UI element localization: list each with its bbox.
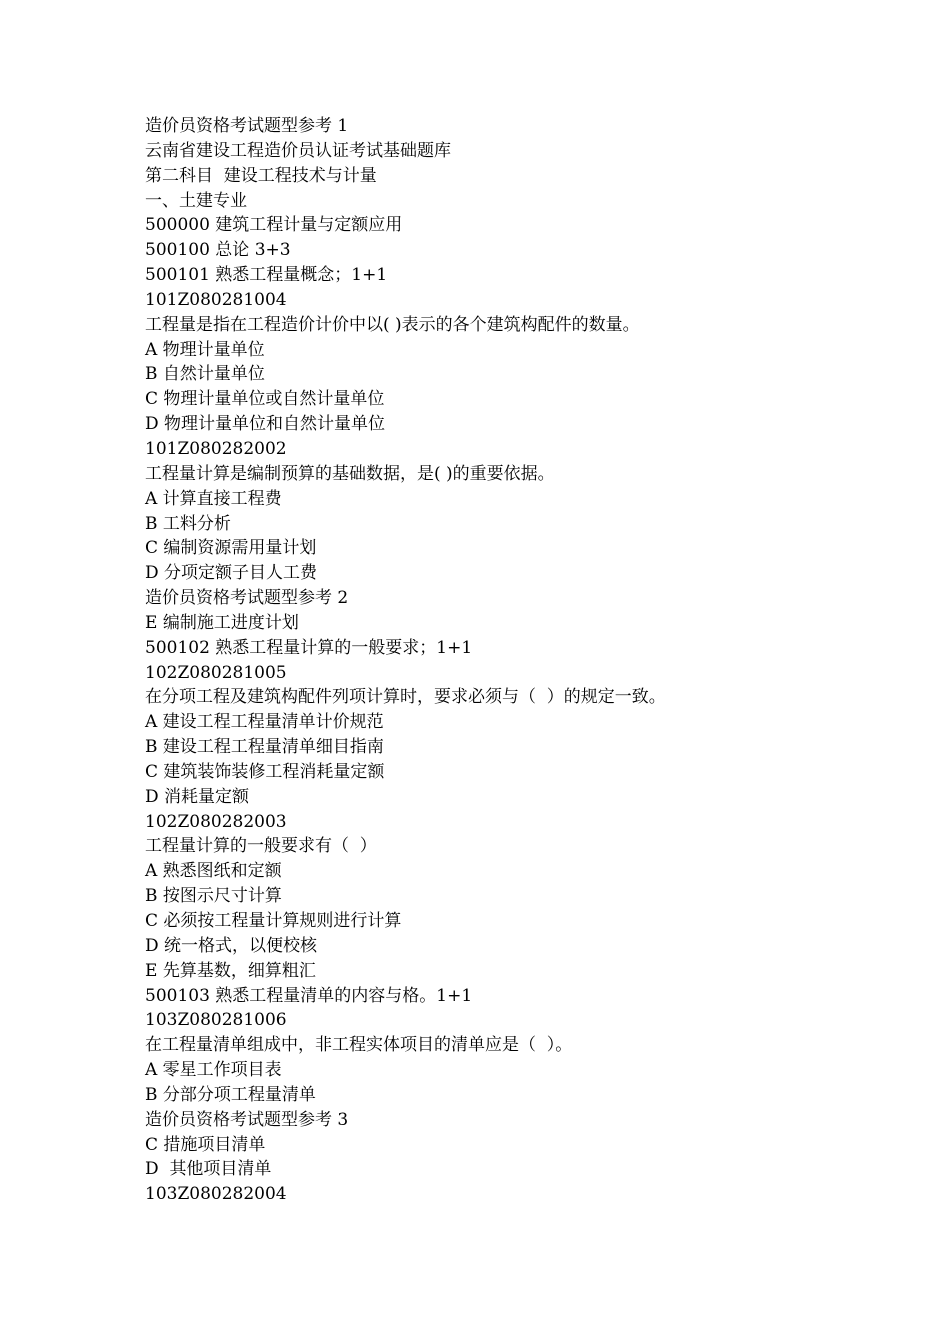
text-line: D 物理计量单位和自然计量单位 bbox=[145, 414, 386, 435]
text-line: 103Z080281006 bbox=[145, 1010, 287, 1031]
text-line: A 熟悉图纸和定额 bbox=[145, 861, 282, 882]
text-line: D 消耗量定额 bbox=[145, 786, 250, 807]
text-line: B 按图示尺寸计算 bbox=[145, 886, 282, 907]
text-line: 工程量计算的一般要求有（ ） bbox=[145, 836, 377, 857]
text-line: 在工程量清单组成中，非工程实体项目的清单应是（ ）。 bbox=[145, 1035, 573, 1056]
text-line: C 必须按工程量计算规则进行计算 bbox=[145, 911, 402, 931]
text-line: C 建筑装饰装修工程消耗量定额 bbox=[145, 761, 385, 782]
text-line: B 工料分析 bbox=[145, 513, 231, 534]
text-line: A 零星工作项目表 bbox=[145, 1060, 282, 1081]
text-line: 第二科目 建设工程技术与计量 bbox=[145, 165, 377, 186]
text-line: 造价员资格考试题型参考 2 bbox=[145, 588, 349, 609]
text-line: D 其他项目清单 bbox=[145, 1159, 272, 1180]
text-line: 103Z080282004 bbox=[145, 1184, 287, 1205]
text-line: A 物理计量单位 bbox=[145, 339, 265, 360]
text-line: 在分项工程及建筑构配件列项计算时，要求必须与（ ）的规定一致。 bbox=[145, 687, 666, 708]
text-line: 云南省建设工程造价员认证考试基础题库 bbox=[145, 140, 451, 161]
text-line: 500100 总论 3+3 bbox=[145, 240, 291, 261]
text-line: B 自然计量单位 bbox=[145, 364, 265, 385]
text-line: D 分项定额子目人工费 bbox=[145, 563, 318, 584]
text-line: 一、土建专业 bbox=[145, 190, 247, 211]
text-line: B 建设工程工程量清单细目指南 bbox=[145, 737, 384, 758]
text-line: 500101 熟悉工程量概念；1+1 bbox=[145, 265, 388, 286]
text-line: 102Z080281005 bbox=[145, 662, 287, 683]
text-line: 101Z080282002 bbox=[145, 438, 287, 459]
text-line: 工程量是指在工程造价计价中以( )表示的各个建筑构配件的数量。 bbox=[145, 314, 640, 335]
text-line: C 措施项目清单 bbox=[145, 1134, 266, 1155]
text-line: 500000 建筑工程计量与定额应用 bbox=[145, 215, 403, 236]
text-line: 工程量计算是编制预算的基础数据，是( )的重要依据。 bbox=[145, 463, 555, 484]
text-line: 造价员资格考试题型参考 1 bbox=[145, 116, 349, 136]
text-line: 101Z080281004 bbox=[145, 289, 287, 310]
text-line: C 编制资源需用量计划 bbox=[145, 538, 317, 559]
text-line: 102Z080282003 bbox=[145, 811, 287, 832]
text-line: A 建设工程工程量清单计价规范 bbox=[145, 712, 384, 733]
text-line: E 编制施工进度计划 bbox=[145, 612, 299, 633]
text-line: 500102 熟悉工程量计算的一般要求；1+1 bbox=[145, 637, 473, 658]
text-line: A 计算直接工程费 bbox=[145, 488, 282, 509]
text-line: 500103 熟悉工程量清单的内容与格。1+1 bbox=[145, 985, 473, 1006]
text-line: B 分部分项工程量清单 bbox=[145, 1084, 316, 1105]
document-page bbox=[145, 114, 905, 1207]
text-line: 造价员资格考试题型参考 3 bbox=[145, 1109, 349, 1130]
text-line: D 统一格式，以便校核 bbox=[145, 935, 318, 956]
text-line: E 先算基数，细算粗汇 bbox=[145, 960, 316, 981]
text-line: C 物理计量单位或自然计量单位 bbox=[145, 389, 385, 410]
